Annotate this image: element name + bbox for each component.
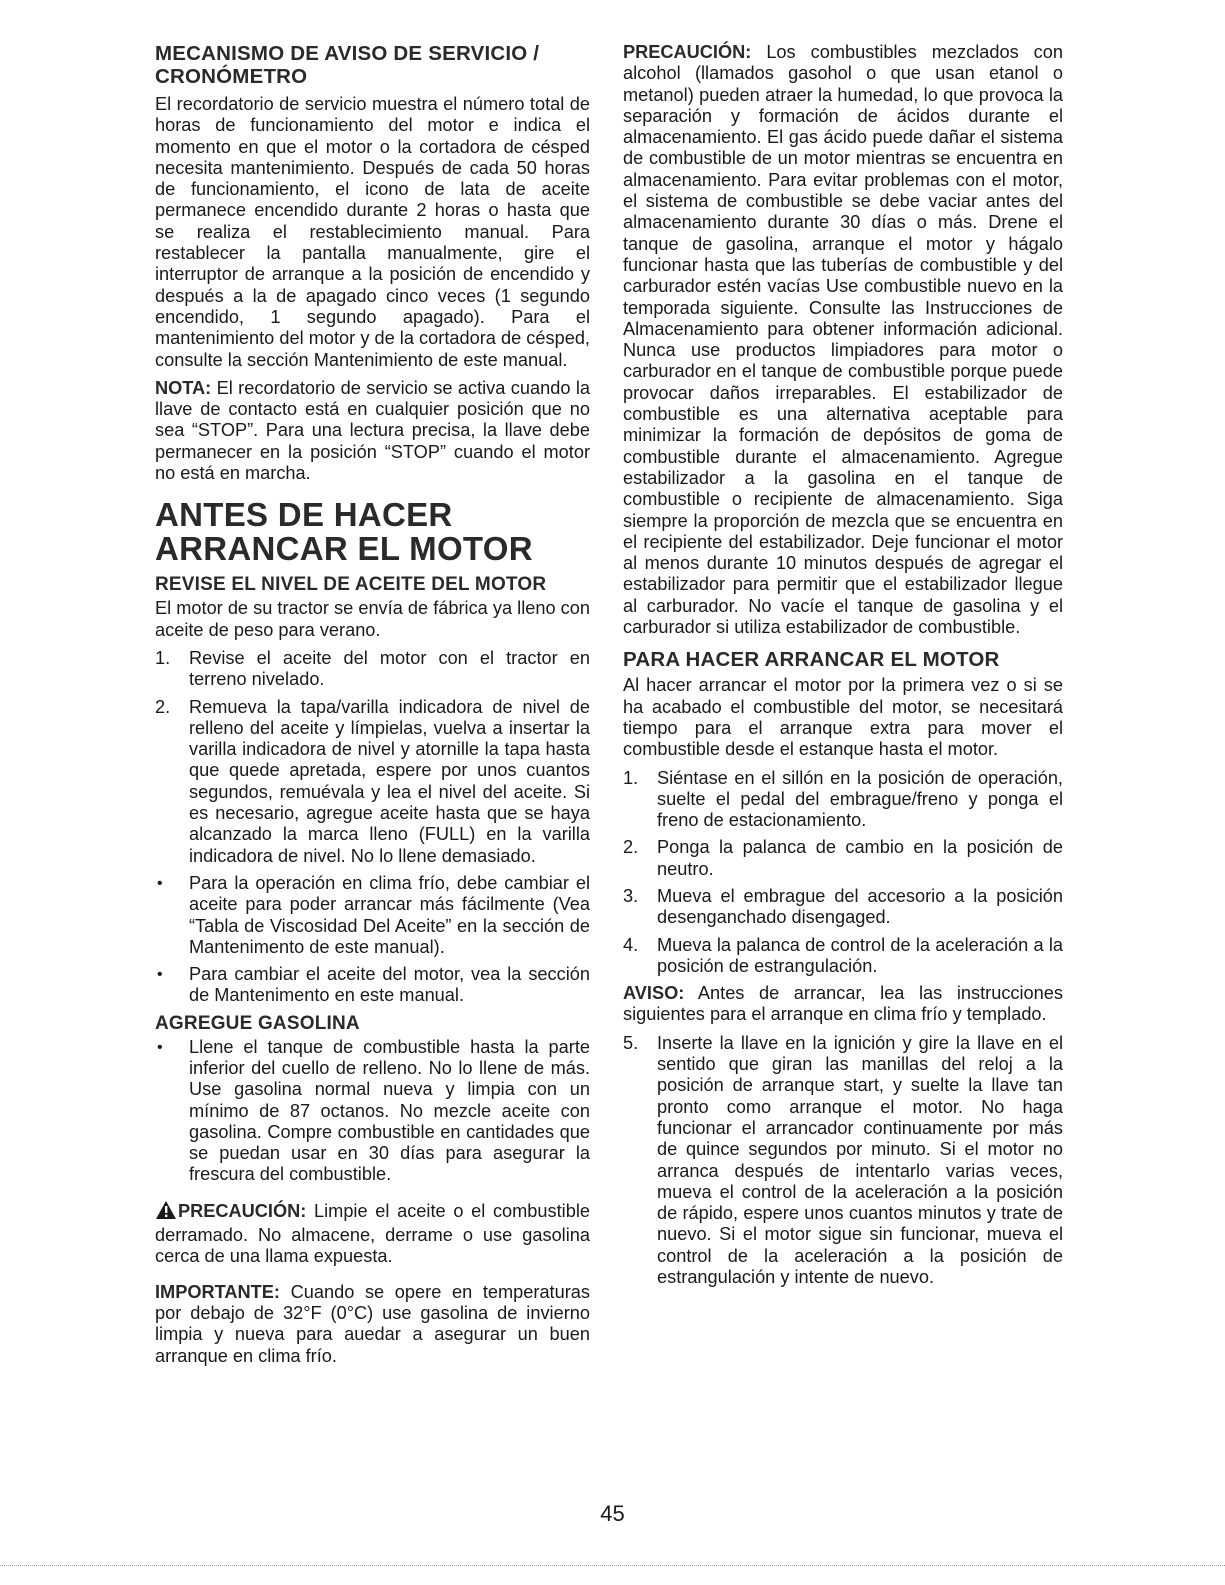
page-number: 45 (600, 1501, 625, 1526)
bullet: • (157, 1038, 163, 1056)
service-timer-paragraph: El recordatorio de servicio muestra el número total de horas de funcionamiento del motor e indica el momento en que el motor o la cortadora de césped necesita mantenimiento. Después de cada 50 horas de funcionamiento, el icono de lata de aceite permanece encendido durante 2 horas o hasta que se realiza el restablecimiento manual. Para restablecer la pantalla manualmente, gire el interruptor de arranque a la posición de encendido y después a la de apagado cinco veces (1 segundo encendido, 1 segundo apagado). Para el mantenimiento del motor y de la cortadora de césped, consulte la sección Mantenimiento de este manual. (155, 94, 590, 370)
alcohol-fuel-caution (623, 42, 1063, 638)
caution-label: PRECAUCIÓN: (178, 1200, 307, 1221)
start-engine-intro: Al hacer arrancar el motor por la primera vez o si se ha acabado el combustible del motor, se necesitará tiempo para el arranque extra para mover el combustible desde el estanque hasta el motor. (623, 675, 1063, 760)
step-text: Ponga la palanca de cambio en la posición de neutro. (657, 837, 1063, 879)
step-number: 2. (623, 837, 639, 858)
important-text: Cuando se opere en temperaturas por debajo de 32°F (0°C) use gasolina de invierno limpia y nueva para auedar a asegurar un buen arranque en clima frío. (155, 1281, 590, 1366)
step-text: Mueva el embrague del accesorio a la posición desenganchado disengaged. (657, 885, 1063, 928)
notice-paragraph (623, 983, 1063, 1026)
list-item (623, 768, 1063, 832)
list-item (623, 886, 1063, 929)
warning-triangle-icon (155, 1200, 177, 1225)
step-number: 4. (623, 934, 639, 955)
step-number: 3. (623, 885, 639, 906)
check-oil-heading: REVISE EL NIVEL DE ACEITE DEL MOTOR (155, 574, 547, 596)
list-item (155, 648, 590, 691)
step-text: Mueva la palanca de control de la aceleración a la posición de estrangulación. (657, 934, 1063, 976)
list-item (155, 964, 590, 1007)
list-item (155, 873, 590, 958)
important-label: IMPORTANTE: (155, 1281, 280, 1302)
start-engine-steps (623, 768, 1063, 978)
caution-text: Los combustibles mezclados con alcohol (llamados gasohol o que usan etanol o metanol) pueden atraer la humedad, lo que provoca la separación y formación de ácidos durante el almacenamiento. El gas ácido puede dañar el sistema de combustible de un motor mientras se encuentra en almacenamiento. Para evitar problemas con el motor, el sistema de combustible se debe vaciar antes del almacenamiento durante 30 días o más. Drene el tanque de gasolina, arranque el motor y hágalo funcionar hasta que las tuberías de combustible y del carburador estén vacías Use combustible nuevo en la temporada siguiente. Consulte las Instrucciones de Almacenamiento para obtener información adicional. Nunca use productos limpiadores para motor o carburador en el tanque de combustible porque puede provocar daños irreparables. El estabilizador de combustible es una alternativa aceptable para minimizar la formación de depósitos de goma de combustible durante el almacenamiento. Agregue estabilizador a la gasolina en el tanque de combustible o recipiente de almacenamiento. Siga siempre la proporción de mezcla que se encuentra en el recipiente del estabilizador. Deje funcionar el motor al menos durante 10 minutos después de agregar el estabilizador para permitir que el estabilizador llegue al carburador. No vacíe el tanque de gasolina y el carburador si utiliza estabilizador de combustible. (623, 42, 1063, 638)
list-item (155, 1037, 590, 1186)
step-text: Inserte la llave en la ignición y gire la llave en el sentido que giran las manillas del reloj a la posición de arranque start, y suelte la llave tan pronto como arranque el motor. No haga funcionar el arrancador continuamente por más de quince segundos por minuto. Si el motor no arranca después de intentarlo varias veces, mueva el control de la aceleración a la posición de rápido, espere unos cuantos minutos y trate de nuevo. Si el motor sigue sin funcionar, mueva el control de la aceleración a la posición de estrangulación y intente de nuevo. (657, 1032, 1063, 1288)
step-text: Revise el aceite del motor con el tractor en terreno nivelado. (189, 647, 590, 690)
bullet: • (157, 874, 163, 892)
important-paragraph (155, 1282, 590, 1367)
bullet-text: Para la operación en clima frío, debe cambiar el aceite para poder arrancar más fácilmente (Vea “Tabla de Viscosidad Del Aceite” en la sección de Mantenimento de este manual). (189, 872, 590, 957)
right-column (623, 42, 1063, 1294)
left-column (155, 42, 590, 1374)
caution-label: PRECAUCIÓN: (623, 42, 752, 62)
start-engine-heading: PARA HACER ARRANCAR EL MOTOR (623, 648, 1000, 672)
before-start-heading: ANTES DE HACER ARRANCAR EL MOTOR (155, 496, 533, 568)
step-number: 5. (623, 1032, 639, 1053)
step-number: 2. (155, 696, 171, 717)
list-item (623, 935, 1063, 978)
note-text: El recordatorio de servicio se activa cuando la llave de contacto está en cualquier posición que no sea “STOP”. Para una lectura precisa, la llave debe permanecer en la posición “STOP” cuando el motor no está en marcha. (155, 377, 590, 484)
step-text: Remueva la tapa/varilla indicadora de nivel de relleno del aceite y límpielas, vuelva a insertar la varilla indicadora de nivel y atornille la tapa hasta que quede apretada, espere por unos cuantos segundos, remuévala y lea el nivel del aceite. Si es necesario, agregue aceite hasta que se haya alcanzado la marca lleno (FULL) en la varilla indicadora de nivel. No lo llene demasiado. (189, 696, 590, 866)
notice-label: AVISO: (623, 983, 685, 1004)
gas-bullets (155, 1037, 590, 1186)
oil-bullets (155, 873, 590, 1007)
note-label: NOTA: (155, 377, 212, 398)
list-item (155, 697, 590, 867)
caution-paragraph (155, 1200, 590, 1268)
start-engine-steps-continued (623, 1033, 1063, 1289)
caution-text: Limpie el aceite o el combustible derramado. No almacene, derrame o use gasolina cerca de una llama expuesta. (155, 1200, 590, 1267)
bottom-divider (0, 1565, 1225, 1566)
service-timer-note (155, 378, 590, 484)
check-oil-steps (155, 648, 590, 867)
list-item (623, 1033, 1063, 1289)
check-oil-intro: El motor de su tractor se envía de fábrica ya lleno con aceite de peso para verano. (155, 598, 590, 640)
bullet-text: Para cambiar el aceite del motor, vea la sección de Mantenimento en este manual. (189, 964, 590, 1006)
service-timer-heading: MECANISMO DE AVISO DE SERVICIO / CRONÓMETRO (155, 42, 540, 88)
bullet: • (157, 966, 163, 984)
bullet-text: Llene el tanque de combustible hasta la parte inferior del cuello de relleno. No lo llene de más. Use gasolina normal nueva y limpia con un mínimo de 87 octanos. No mezcle aceite con gasolina. Compre combustible en cantidades que se puedan usar en 30 días para asegurar la frescura del combustible. (189, 1036, 590, 1185)
notice-text: Antes de arrancar, lea las instrucciones siguientes para el arranque en clima frío y templado. (623, 983, 1063, 1025)
step-text: Siéntase en el sillón en la posición de operación, suelte el pedal del embrague/freno y ponga el freno de estacionamiento. (657, 767, 1063, 831)
step-number: 1. (623, 767, 639, 788)
step-number: 1. (155, 647, 171, 668)
add-gas-heading: AGREGUE GASOLINA (155, 1012, 360, 1034)
list-item (623, 837, 1063, 880)
